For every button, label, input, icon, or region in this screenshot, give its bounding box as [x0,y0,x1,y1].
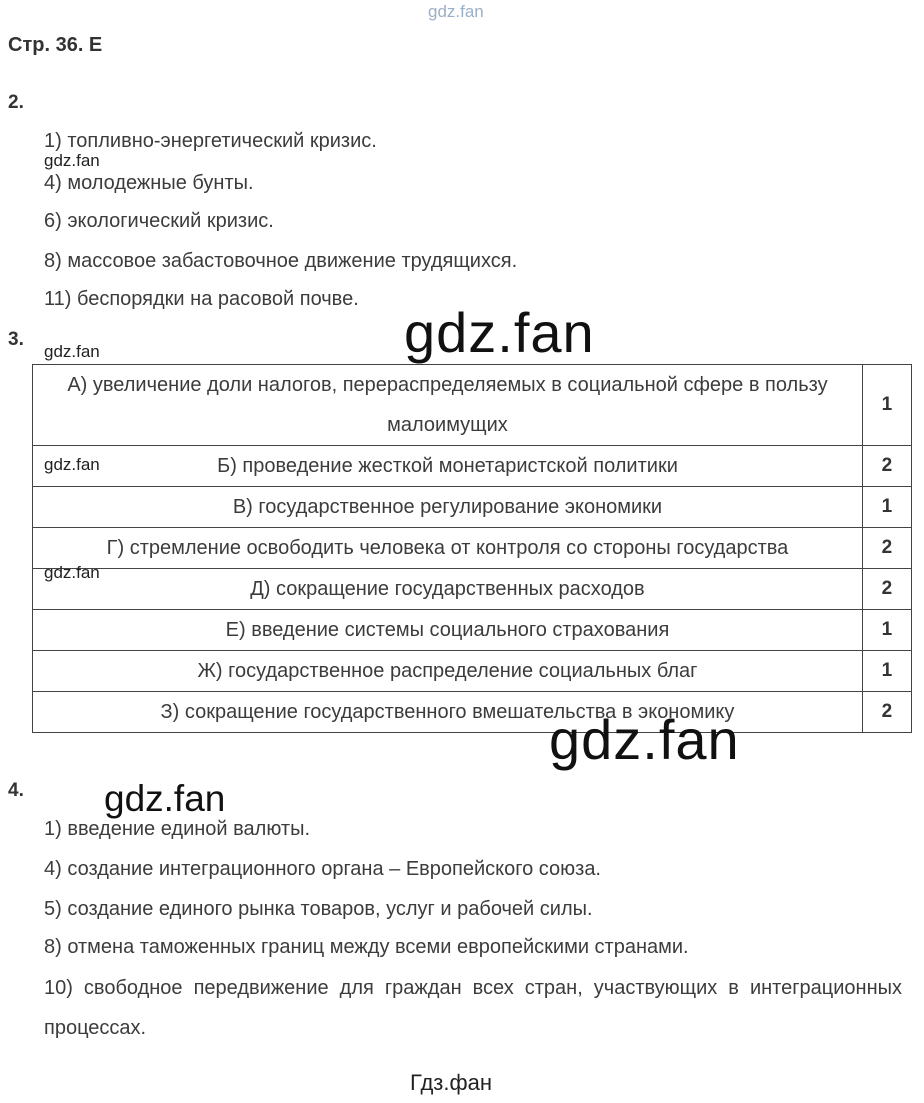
q2-item: 8) массовое забастовочное движение трудящихся. [44,250,518,272]
q4-item: 5) создание единого рынка товаров, услуг и рабочей силы. [44,898,593,920]
table-cell-value: 1 [862,610,911,651]
table-cell-text: А) увеличение доли налогов, перераспределяемых в социальной сфере в пользу малоимущих [33,365,863,446]
table-row [33,651,912,692]
watermark-small: gdz.fan [44,455,100,474]
question-4-number: 4. [8,780,24,801]
table-cell-value: 1 [862,365,911,446]
table-cell-text: Ж) государственное распределение социальных благ [33,651,863,692]
watermark-medium: gdz.fan [104,778,226,819]
question-3-number: 3. [8,329,24,350]
q2-item: 1) топливно-энергетический кризис. [44,130,377,152]
table-cell-value: 1 [862,651,911,692]
table-cell-value: 2 [862,569,911,610]
page-footer: Гдз.фан [410,1070,492,1095]
table-cell-text: Б) проведение жесткой монетаристской политики [33,446,863,487]
watermark-small: gdz.fan [44,151,100,170]
table-row [33,487,912,528]
table-row [33,365,912,446]
q4-item: 4) создание интеграционного органа – Европейского союза. [44,858,601,880]
table-row [33,528,912,569]
question-2-number: 2. [8,92,24,113]
q4-item: 8) отмена таможенных границ между всеми европейскими странами. [44,936,689,958]
table-cell-text: В) государственное регулирование экономики [33,487,863,528]
table-cell-value: 2 [862,528,911,569]
table-cell-text: Д) сокращение государственных расходов [33,569,863,610]
q2-item: 4) молодежные бунты. [44,172,254,194]
q2-item: 6) экологический кризис. [44,210,274,232]
q2-item: 11) беспорядки на расовой почве. [44,288,359,310]
table-cell-text: Е) введение системы социального страхования [33,610,863,651]
table-cell-value: 1 [862,487,911,528]
answer-table [32,364,912,733]
table-cell-text: З) сокращение государственного вмешательства в экономику [33,692,863,733]
table-row [33,569,912,610]
watermark-large: gdz.fan [549,708,740,771]
table-row [33,692,912,733]
page-header: Стр. 36. Е [8,34,103,56]
watermark-small: gdz.fan [44,342,100,361]
q4-item: 10) свободное передвижение для граждан всех стран, участвующих в интеграционных процессах. [44,977,902,1039]
table-cell-value: 2 [862,446,911,487]
watermark-large: gdz.fan [404,301,595,364]
watermark-top: gdz.fan [428,2,484,21]
q4-item: 1) введение единой валюты. [44,818,311,840]
table-row [33,446,912,487]
table-row [33,610,912,651]
table-cell-value: 2 [862,692,911,733]
watermark-small: gdz.fan [44,563,100,582]
table-cell-text: Г) стремление освободить человека от контроля со стороны государства [33,528,863,569]
